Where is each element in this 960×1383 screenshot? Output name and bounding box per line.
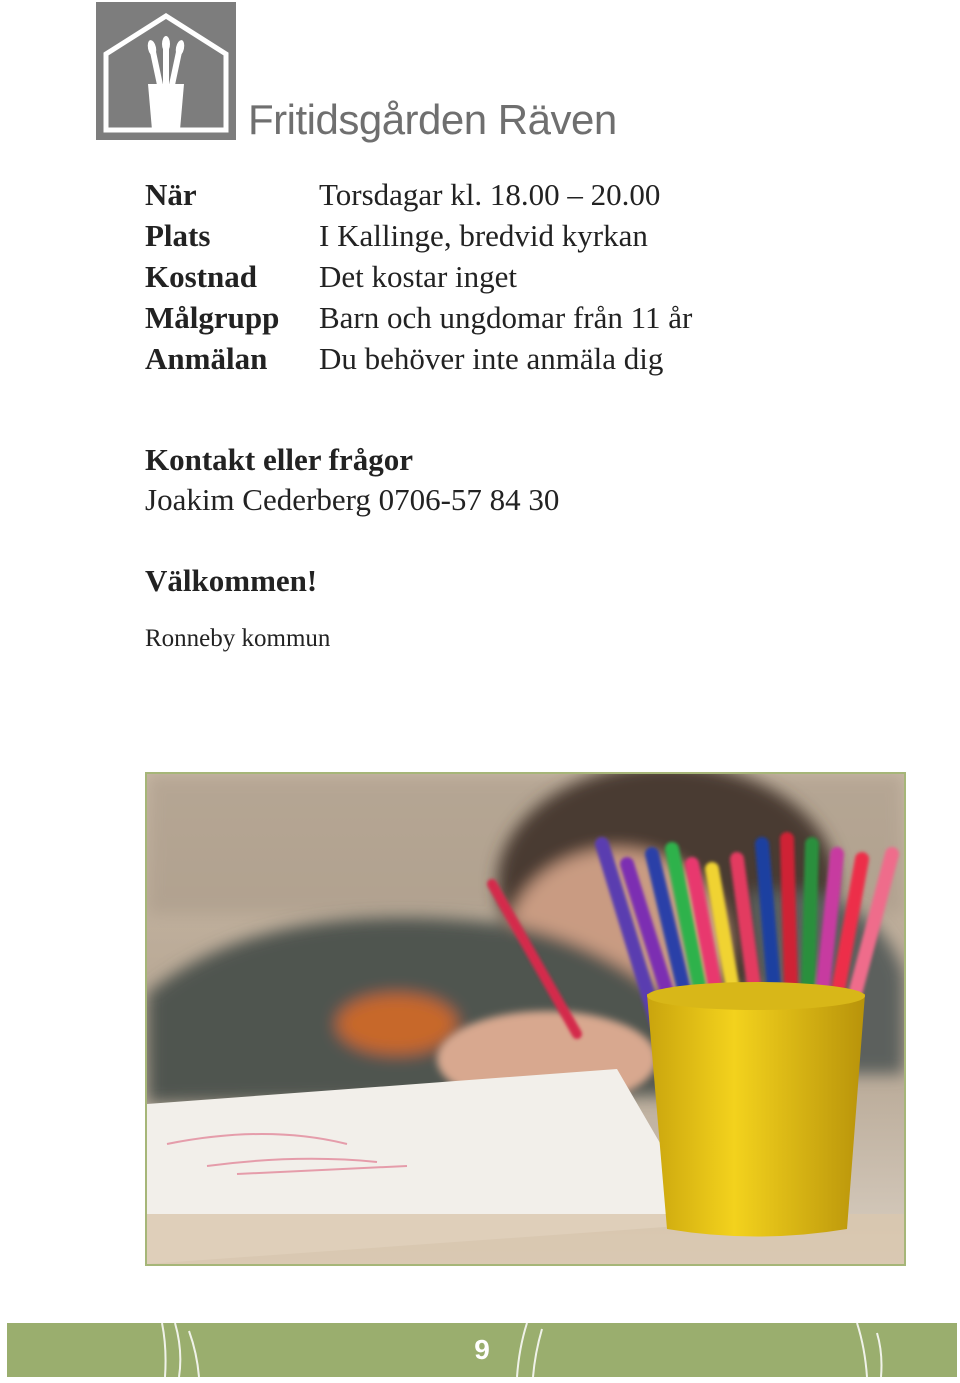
info-label: Målgrupp [145, 300, 280, 335]
info-label: Anmälan [145, 341, 268, 376]
contact-heading: Kontakt eller frågor [145, 442, 414, 477]
info-row-place [145, 215, 692, 256]
info-label: Plats [145, 218, 211, 253]
welcome-text: Välkommen! [145, 563, 318, 598]
page-number: 9 [474, 1334, 490, 1365]
info-value: I Kallinge, bredvid kyrkan [319, 218, 648, 253]
info-row-when [145, 174, 692, 215]
info-row-target-group [145, 297, 692, 338]
photo-illustration [147, 774, 904, 1264]
page-title: Fritidsgården Räven [248, 96, 617, 143]
info-value: Barn och ungdomar från 11 år [319, 300, 693, 335]
organization-name: Ronneby kommun [145, 625, 331, 652]
page-footer [7, 1323, 957, 1377]
info-value: Det kostar inget [319, 259, 518, 294]
fritidsgard-logo [96, 2, 236, 140]
contact-person: Joakim Cederberg 0706-57 84 30 [145, 482, 560, 517]
child-drawing-with-markers-photo [145, 772, 906, 1266]
info-row-cost [145, 256, 692, 297]
info-label: Kostnad [145, 259, 257, 294]
info-row-registration [145, 338, 692, 379]
info-value: Du behöver inte anmäla dig [319, 341, 664, 376]
info-label: När [145, 177, 197, 212]
art-house-icon [96, 2, 236, 140]
info-table [145, 174, 692, 379]
info-value: Torsdagar kl. 18.00 – 20.00 [319, 177, 661, 212]
